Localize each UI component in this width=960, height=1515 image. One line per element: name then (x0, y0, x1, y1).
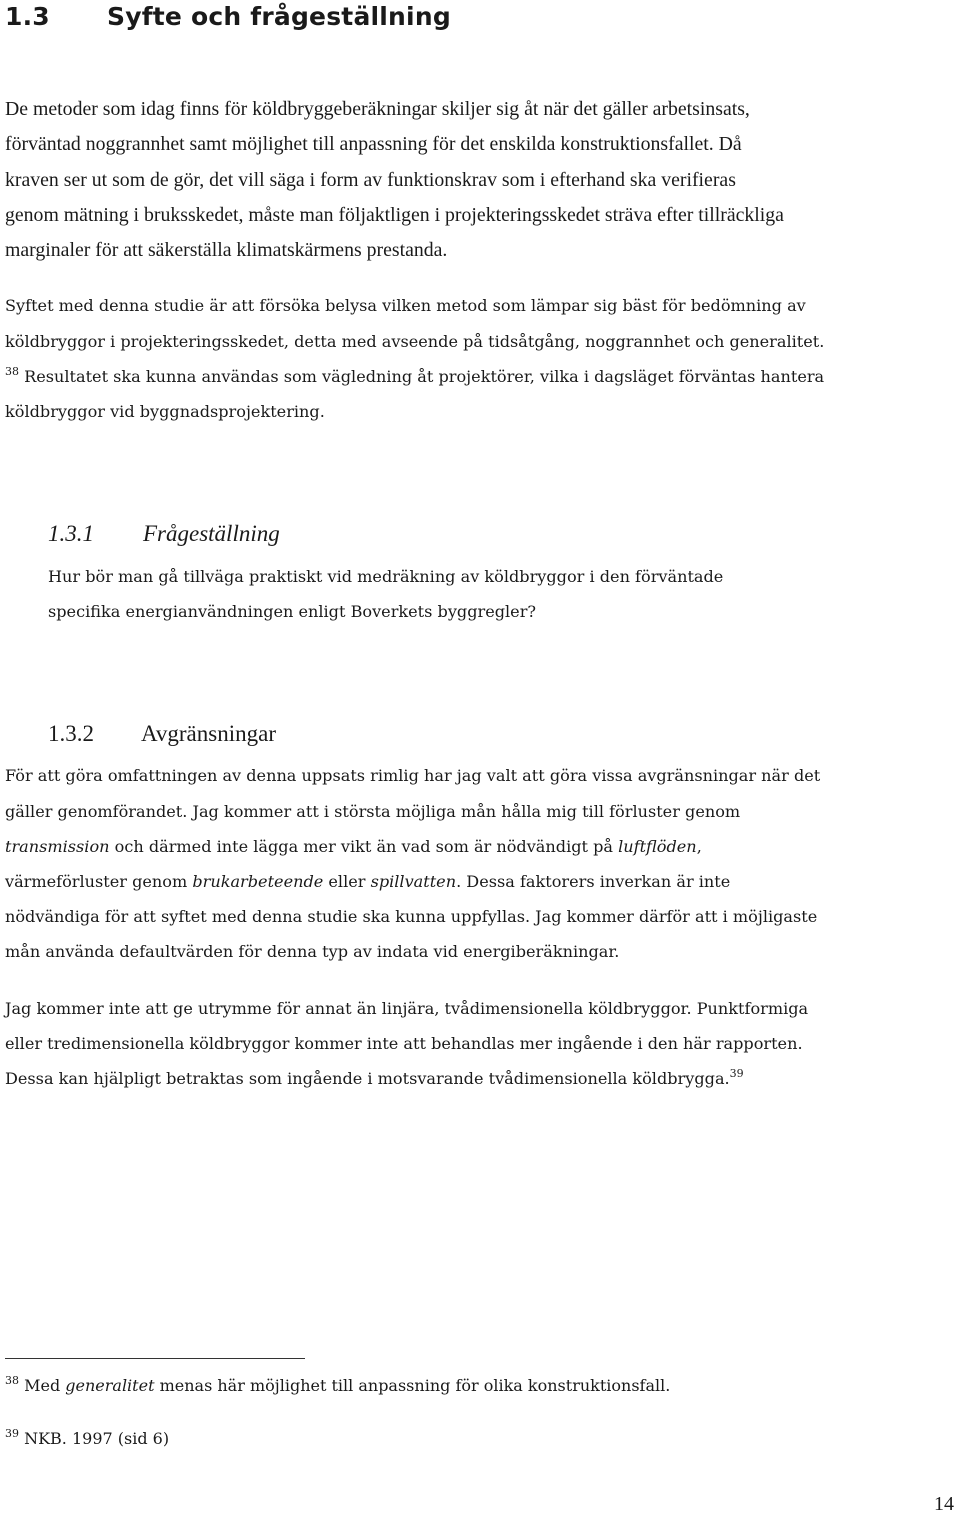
footnote-39 (5, 1427, 170, 1448)
limitations-p2-line-3 (5, 1067, 744, 1088)
limitations-p1-line-4-c: . Dessa faktorers inverkan är inte (456, 872, 731, 891)
subsection-title: Frågeställning (143, 521, 280, 546)
limitations-p1-line-4 (5, 874, 730, 890)
limitations-p1-line-3-text: och därmed inte lägga mer vikt än vad som är nödvändigt på (109, 837, 619, 856)
term-generalitet: generalitet (65, 1376, 155, 1395)
paragraph-2-line-3-text: Resultatet ska kunna användas som vägledning åt projektörer, vilka i dagsläget förväntas hantera (19, 367, 825, 386)
paragraph-1-line-2-tail: Då (713, 133, 742, 155)
subsection-heading-1-3-1 (48, 522, 280, 545)
term-transmission: transmission (5, 837, 110, 856)
footnote-38 (5, 1374, 671, 1395)
paragraph-1-line-1: De metoder som idag finns för köldbryggeberäkningar skiljer sig åt när det gäller arbetsinsats, (5, 98, 750, 120)
subsection-title: Avgränsningar (141, 721, 276, 746)
limitations-p1-line-4-b: eller (323, 872, 371, 891)
limitations-p1-line-3-comma: , (696, 837, 702, 856)
paragraph-2-line-3 (5, 365, 825, 386)
paragraph-1-line-5: marginaler för att säkerställa klimatskärmens prestanda. (5, 239, 448, 261)
section-number: 1.3 (5, 2, 50, 31)
limitations-p2-line-2: eller tredimensionella köldbryggor kommer inte att behandlas mer ingående i den här rapporten. (5, 1034, 803, 1053)
footnote-39-text: NKB. 1997 (sid 6) (19, 1429, 170, 1448)
limitations-p2-line-3-text: Dessa kan hjälpligt betraktas som ingående i motsvarande tvådimensionella köldbrygga. (5, 1069, 730, 1088)
paragraph-2-line-2: köldbryggor i projekteringsskedet, detta med avseende på tidsåtgång, noggrannhet och generalitet. (5, 332, 825, 351)
paragraph-1-line-2 (5, 135, 742, 155)
subsection-number: 1.3.2 (48, 721, 94, 746)
footnote-number: 38 (5, 1374, 19, 1387)
footnote-number: 39 (5, 1427, 19, 1440)
paragraph-1-line-3: kraven ser ut som de gör, det vill säga i form av funktionskrav som i efterhand ska verifieras (5, 169, 736, 191)
footnote-ref-38[interactable]: 38 (5, 365, 19, 378)
limitations-p1-line-6: mån använda defaultvärden för denna typ av indata vid energiberäkningar. (5, 942, 620, 961)
section-title: Syfte och frågeställning (107, 2, 451, 31)
page-number: 14 (934, 1493, 954, 1515)
paragraph-1-line-4: genom mätning i bruksskedet, måste man följaktligen i projekteringsskedet sträva efter tillräckliga (5, 204, 784, 226)
footnote-ref-39[interactable]: 39 (729, 1067, 744, 1080)
footnote-38-text-a: Med (19, 1376, 66, 1395)
limitations-p1-line-4-a: värmeförluster genom (5, 872, 193, 891)
paragraph-1-line-2-text: förväntad noggrannhet samt möjlighet till anpassning för det enskilda konstruktionsfallet. (5, 133, 714, 155)
limitations-p2-line-1: Jag kommer inte att ge utrymme för annat än linjära, tvådimensionella köldbryggor. Punktformiga (5, 999, 809, 1018)
subsection-heading-1-3-2 (48, 722, 276, 745)
limitations-p1-line-1: För att göra omfattningen av denna uppsats rimlig har jag valt att göra vissa avgränsningar när det (5, 766, 821, 785)
term-brukarbeteende: brukarbeteende (192, 872, 324, 891)
limitations-p1-line-3 (5, 839, 702, 855)
paragraph-2-line-1: Syftet med denna studie är att försöka belysa vilken metod som lämpar sig bäst för bedömning av (5, 296, 806, 315)
question-line-2: specifika energianvändningen enligt Boverkets byggregler? (48, 602, 537, 621)
subsection-number: 1.3.1 (48, 521, 94, 546)
section-heading (5, 2, 451, 31)
footnote-38-text-b: menas här möjlighet till anpassning för olika konstruktionsfall. (154, 1376, 671, 1395)
footnote-separator (5, 1358, 305, 1359)
limitations-p1-line-5: nödvändiga för att syftet med denna studie ska kunna uppfyllas. Jag kommer därför att i möjligaste (5, 907, 818, 926)
term-spillvatten: spillvatten (370, 872, 457, 891)
paragraph-2-line-4: köldbryggor vid byggnadsprojektering. (5, 402, 325, 421)
term-luftfloden: luftflöden (618, 837, 697, 856)
limitations-p1-line-2: gäller genomförandet. Jag kommer att i största möjliga mån hålla mig till förluster genom (5, 802, 741, 821)
question-line-1: Hur bör man gå tillväga praktiskt vid medräkning av köldbryggor i den förväntade (48, 567, 724, 586)
